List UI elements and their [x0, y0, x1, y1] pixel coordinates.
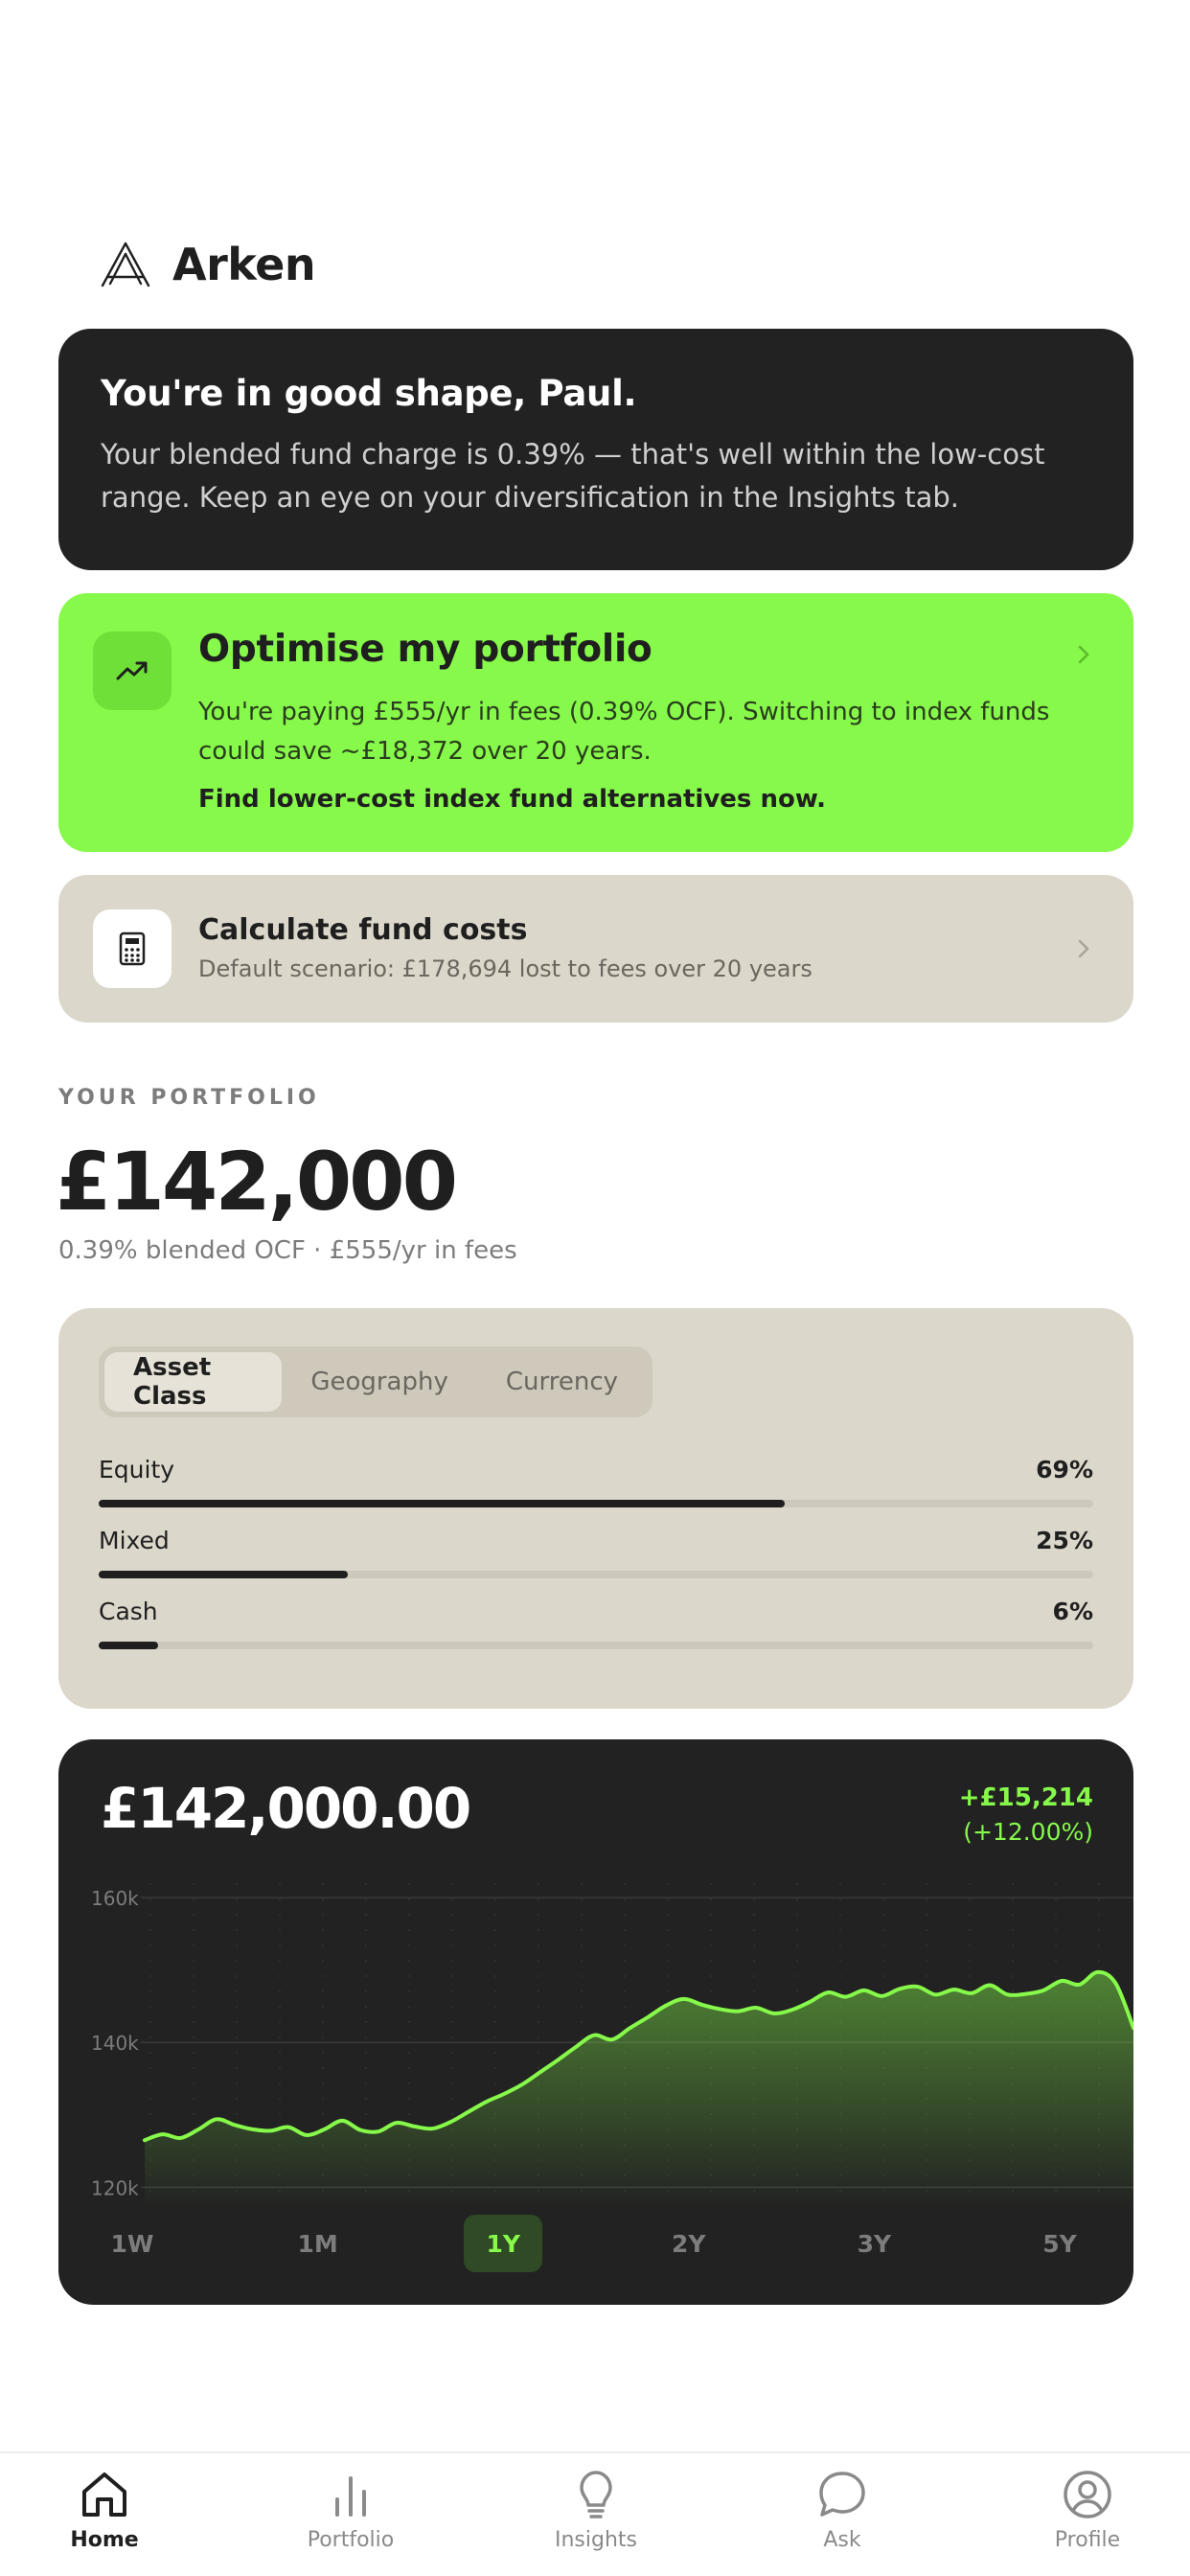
- calculate-fund-costs-card[interactable]: [58, 875, 1133, 1023]
- range-1m[interactable]: 1M: [297, 2229, 338, 2258]
- calculator-desc: Default scenario: £178,694 lost to fees over 20 years: [198, 955, 812, 982]
- lightbulb-icon: [568, 2467, 624, 2522]
- calculator-icon: [93, 909, 172, 988]
- performance-chart: [58, 1883, 1133, 2209]
- allocation-percent: 6%: [1052, 1598, 1093, 1625]
- range-1w[interactable]: 1W: [110, 2229, 154, 2258]
- allocation-label: Cash: [99, 1598, 158, 1625]
- allocation-track: [99, 1571, 1093, 1578]
- tab-ask[interactable]: [756, 2467, 928, 2563]
- tab-label: Insights: [554, 2528, 637, 2552]
- time-range-selector: [93, 2215, 1099, 2272]
- allocation-track: [99, 1642, 1093, 1649]
- summary-body: Your blended fund charge is 0.39% — that's well within the low-cost range. Keep an eye on your diversification in the Insights tab.: [101, 438, 1045, 514]
- tab-portfolio[interactable]: [264, 2467, 437, 2563]
- chevron-right-icon: [1072, 937, 1095, 960]
- performance-gain: +£15,214: [958, 1783, 1093, 1812]
- optimise-desc: You're paying £555/yr in fees (0.39% OCF). Switching to index funds could save ~£18,372 over 20 years.: [198, 698, 1050, 766]
- optimise-portfolio-card[interactable]: [58, 593, 1133, 852]
- allocation-label: Mixed: [99, 1527, 170, 1554]
- tab-label: Profile: [1054, 2528, 1121, 2552]
- performance-gain-percent: (+12.00%): [963, 1818, 1093, 1846]
- allocation-fill: [99, 1500, 785, 1507]
- chevron-right-icon: [1072, 643, 1095, 666]
- tab-insights[interactable]: [510, 2467, 682, 2563]
- tab-label: Home: [70, 2528, 139, 2552]
- performance-chart-card: [58, 1739, 1133, 2305]
- range-5y[interactable]: 5Y: [1042, 2229, 1077, 2258]
- app-header: [100, 236, 315, 293]
- allocation-track: [99, 1500, 1093, 1507]
- range-1y[interactable]: 1Y: [464, 2215, 542, 2272]
- tab-currency[interactable]: Currency: [505, 1368, 618, 1396]
- summary-card: [58, 329, 1133, 570]
- brand-name: Arken: [172, 239, 316, 290]
- tab-geography[interactable]: Geography: [310, 1368, 448, 1396]
- y-tick-label: 160k: [91, 1887, 139, 1911]
- tab-home[interactable]: [18, 2467, 191, 2563]
- trend-up-icon: [93, 632, 172, 710]
- allocation-percent: 25%: [1036, 1527, 1093, 1554]
- allocation-percent: 69%: [1036, 1456, 1093, 1484]
- tab-label: Ask: [823, 2528, 861, 2552]
- range-2y[interactable]: 2Y: [672, 2229, 706, 2258]
- home-icon: [77, 2467, 132, 2522]
- calculator-title: Calculate fund costs: [198, 913, 528, 947]
- arken-logo-icon: [100, 241, 151, 288]
- allocation-segmented-control: [99, 1346, 652, 1417]
- allocation-fill: [99, 1571, 348, 1578]
- performance-value: £142,000.00: [101, 1776, 470, 1841]
- chat-bubble-icon: [814, 2467, 870, 2522]
- allocation-card: [58, 1308, 1133, 1709]
- tab-profile[interactable]: [1001, 2467, 1174, 2563]
- bar-chart-icon: [323, 2467, 378, 2522]
- allocation-fill: [99, 1642, 158, 1649]
- tab-label: Portfolio: [307, 2528, 395, 2552]
- bottom-tab-bar: [0, 2451, 1190, 2576]
- y-tick-label: 140k: [91, 2032, 139, 2056]
- range-3y[interactable]: 3Y: [857, 2229, 892, 2258]
- optimise-cta[interactable]: Find lower-cost index fund alternatives now.: [198, 785, 827, 814]
- y-tick-label: 120k: [91, 2176, 139, 2200]
- summary-title: You're in good shape, Paul.: [101, 373, 637, 414]
- chart-area-fill: [145, 1972, 1133, 2209]
- tab-asset-class[interactable]: Asset Class: [104, 1352, 282, 1412]
- allocation-label: Equity: [99, 1456, 175, 1484]
- optimise-title: Optimise my portfolio: [198, 628, 652, 671]
- portfolio-section-label: YOUR PORTFOLIO: [58, 1086, 320, 1110]
- portfolio-value: £142,000: [56, 1135, 456, 1229]
- user-circle-icon: [1060, 2467, 1115, 2522]
- portfolio-fee-summary: 0.39% blended OCF · £555/yr in fees: [58, 1236, 517, 1265]
